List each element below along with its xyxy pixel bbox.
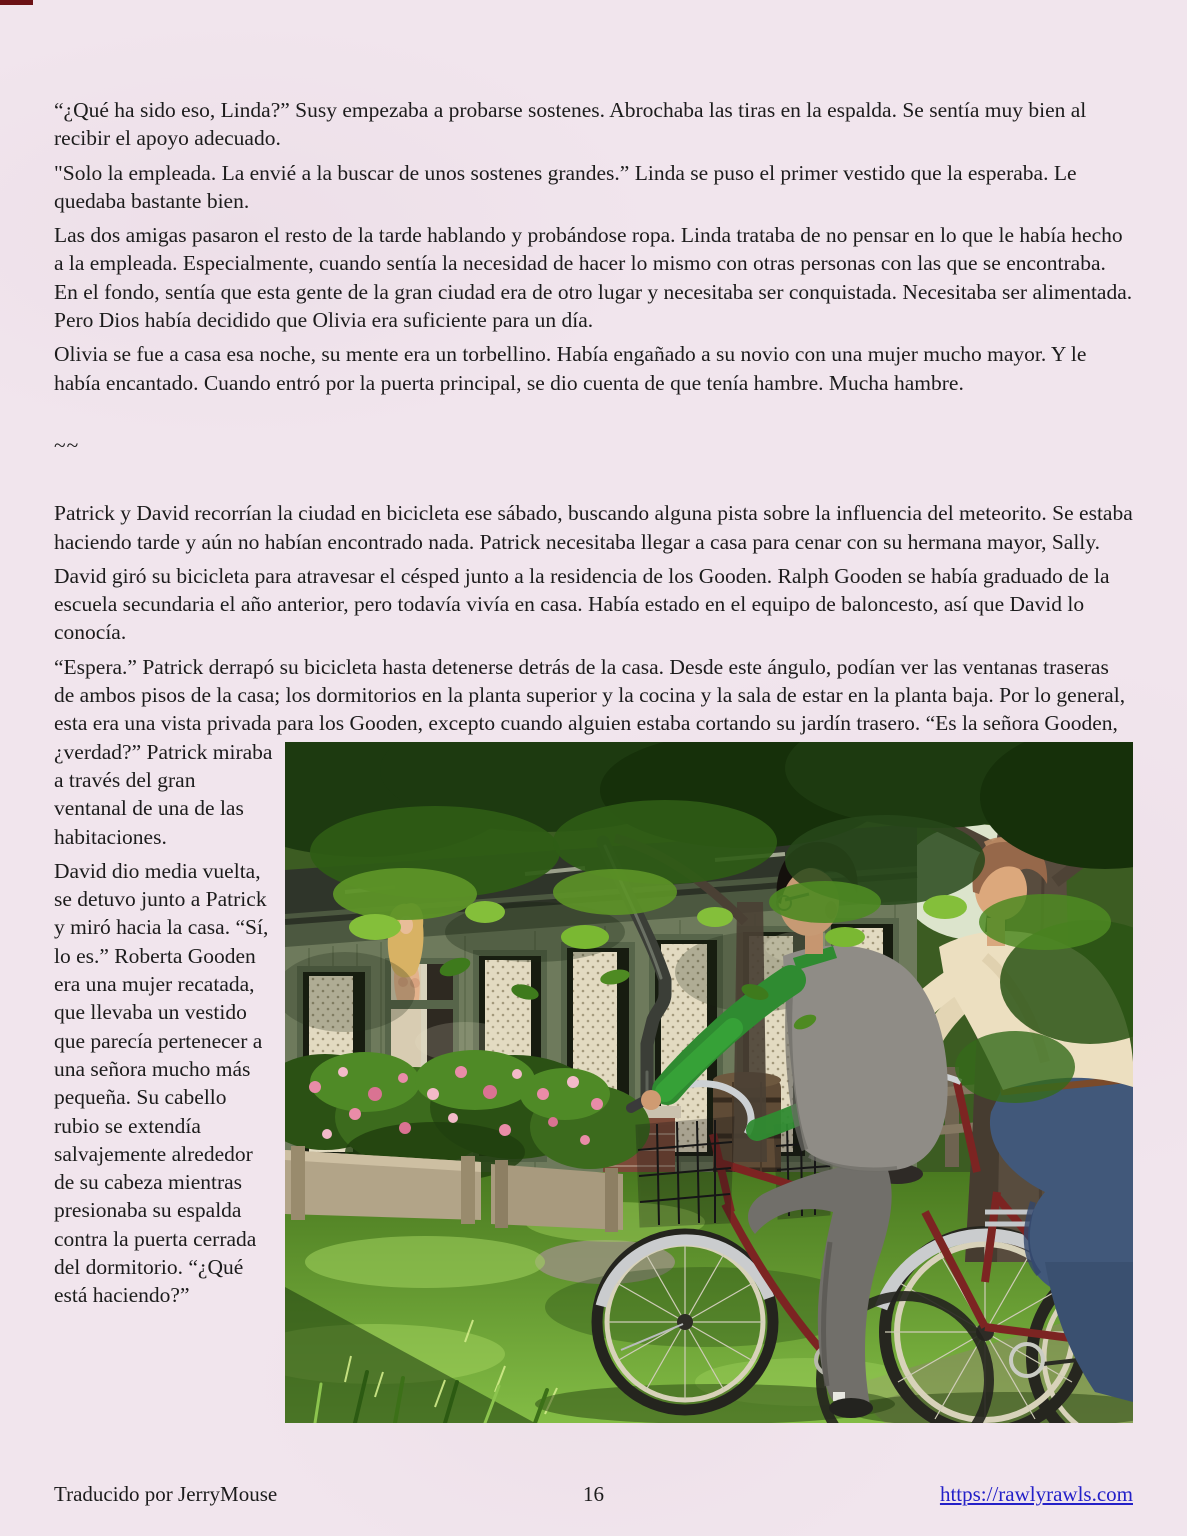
page-footer <box>54 1480 1133 1510</box>
scene-separator: ~~ <box>54 432 80 457</box>
paragraph: David dio media vuelta, se detuvo junto a Patrick y miró hacia la casa. “Sí, lo es.” Roberta Gooden era una mujer recatada, que llevaba un vestido que parecía pertenecer a una señora mucho más pequeña. Su cabello rubio se extendía salvajemente alrededor de su cabeza mientras presionaba su espalda contra la puerta cerrada del dormitorio. “¿Qué está haciendo?” <box>54 858 269 1308</box>
paragraph-text-before-image: “Espera.” Patrick derrapó su bicicleta hasta detenerse detrás de la casa. Desde este ángulo, podían ver las ventanas traseras de ambos pisos de la casa; los dormitorios en la planta superior y la cocina y la sala de estar en la planta baja. Por lo general, esta era una vista privada para los Gooden, excepto cuando alguien estaba cortando su jardín <box>54 654 1126 736</box>
paragraph: Las dos amigas pasaron el resto de la tarde hablando y probándose ropa. Linda trataba de no pensar en lo que le había hecho a la empleada. Especialmente, cuando sentía la necesidad de hacer lo mismo con otras personas con las que se encontraba. En el fondo, sentía que esta gente de la gran ciudad era de otro lugar y necesitaba ser conquistada. Necesitaba ser alimentada. Pero Dios había decidido que Olivia era suficiente para un día. <box>54 223 1133 333</box>
paragraph: “¿Qué ha sido eso, Linda?” Susy empezaba a probarse sostenes. Abrochaba las tiras en la espalda. Se sentía muy bien al recibir el apoyo adecuado. <box>54 98 1087 151</box>
paragraph-with-illustration <box>54 653 1133 851</box>
translator-credit: Traducido por JerryMouse <box>54 1482 278 1506</box>
story-illustration <box>285 742 1133 1423</box>
story-page-content <box>54 0 1133 1483</box>
front-wheel <box>597 1234 773 1410</box>
paragraph: David giró su bicicleta para atravesar el césped junto a la residencia de los Gooden. Ralph Gooden se había graduado de la escuela secundaria el año anterior, pero todavía vivía en casa. Había estado en el equipo de baloncesto, así que David lo conocía. <box>54 563 1110 645</box>
story-illustration-svg <box>285 742 1133 1423</box>
paragraph: "Solo la empleada. La envié a la buscar de unos sostenes grandes.” Linda se puso el primer vestido que la esperaba. Le quedaba bastante bien. <box>54 160 1077 213</box>
paragraph: Patrick y David recorrían la ciudad en bicicleta ese sábado, buscando alguna pista sobre la influencia del meteorito. Se estaba haciendo tarde y aún no habían encontrado nada. Patrick necesitaba llegar a casa para cenar con su hermana mayor, Sally. <box>54 501 1133 554</box>
page-number: 16 <box>583 1482 604 1506</box>
flower-planters <box>285 1050 650 1232</box>
paragraph-text-after-image: trasero. “Es la señora Gooden, ¿verdad?” Patrick miraba a través del gran ventanal de una de las habitaciones. <box>54 711 1118 849</box>
paragraph: Olivia se fue a casa esa noche, su mente era un torbellino. Había engañado a su novio con una mujer mucho mayor. Y le había encantado. Cuando entró por la puerta principal, se dio cuenta de que tenía hambre. Mucha hambre. <box>54 342 1087 395</box>
source-link[interactable]: https://rawlyrawls.com <box>939 1482 1133 1506</box>
scan-artifact-mark <box>0 0 33 5</box>
wire-basket <box>637 1118 733 1226</box>
